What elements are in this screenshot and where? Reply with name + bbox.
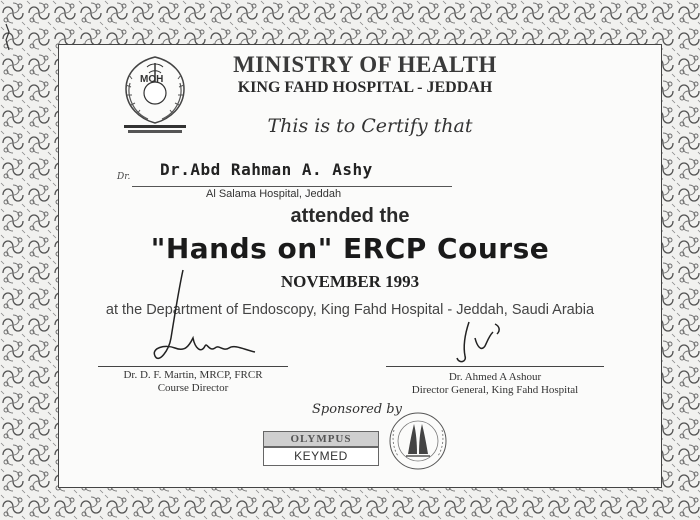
signatory-2-name: Dr. Ahmed A Ashour [448,371,542,383]
attended-text: attended the [290,205,410,227]
moh-logo-text: MOH [140,74,164,85]
hospital-heading: KING FAHD HOSPITAL - JEDDAH [237,79,493,96]
sponsor-seal-icon [384,408,452,474]
certify-line: This is to Certify that [267,115,473,137]
course-date: NOVEMBER 1993 [280,272,420,291]
recipient-prefix: Dr. [117,172,131,182]
olympus-logo: OLYMPUS [263,431,379,447]
signatory-1-title: Course Director [157,382,229,394]
sponsored-by-label: Sponsored by [312,402,402,417]
ministry-heading: MINISTRY OF HEALTH [233,52,497,77]
moh-emblem-icon [114,53,196,137]
signature-line-2 [386,366,604,367]
director-general-signature [455,318,515,368]
margin-mark [4,22,12,52]
course-director-signature [145,268,265,368]
keymed-logo: KEYMED [263,447,379,466]
recipient-hospital: Al Salama Hospital, Jeddah [206,188,342,200]
recipient-underline [132,186,452,187]
recipient-name: Dr.Abd Rahman A. Ashy [160,160,373,179]
course-location: at the Department of Endoscopy, King Fahd Hospital - Jeddah, Saudi Arabia [105,302,595,318]
signatory-1-name: Dr. D. F. Martin, MRCP, FRCR [123,369,263,381]
signature-line-1 [98,366,288,367]
signatory-2-title: Director General, King Fahd Hospital [411,384,579,396]
course-title: "Hands on" ERCP Course [150,232,550,265]
